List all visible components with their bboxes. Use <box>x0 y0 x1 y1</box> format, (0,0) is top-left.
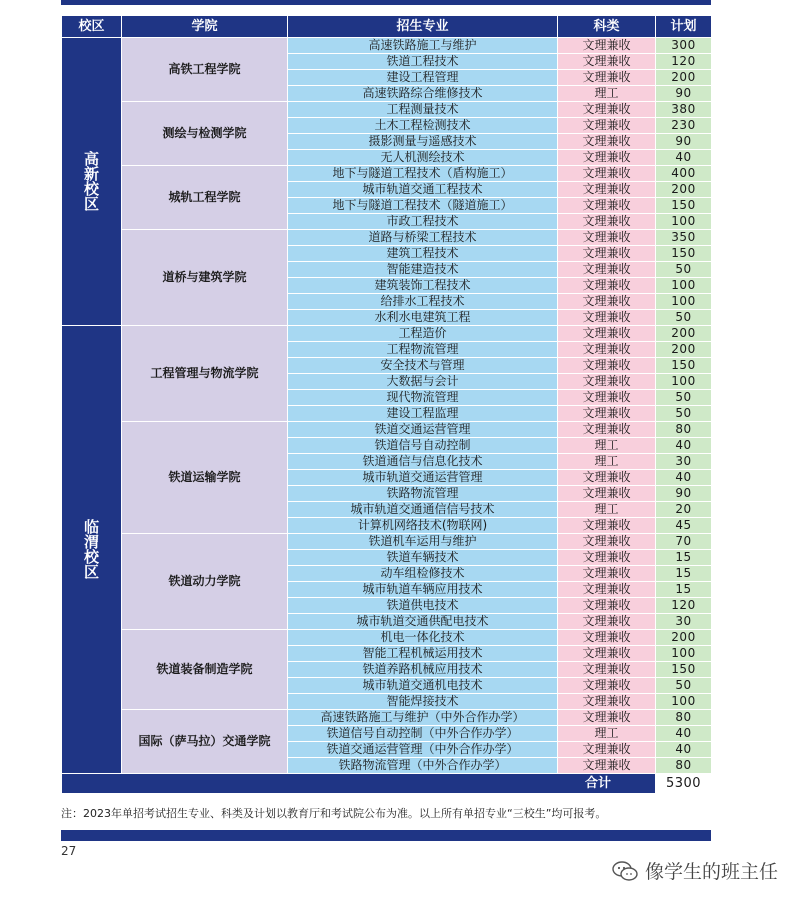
college-cell: 工程管理与物流学院 <box>122 326 288 422</box>
plan-cell: 70 <box>656 534 712 550</box>
plan-cell: 15 <box>656 550 712 566</box>
table-row <box>62 326 712 342</box>
header-category: 科类 <box>558 16 656 38</box>
major-cell: 智能工程机械运用技术 <box>288 646 558 662</box>
major-cell: 现代物流管理 <box>288 390 558 406</box>
plan-cell: 100 <box>656 374 712 390</box>
major-cell: 铁路物流管理 <box>288 486 558 502</box>
category-cell: 文理兼收 <box>558 406 656 422</box>
header-major: 招生专业 <box>288 16 558 38</box>
table-row <box>62 102 712 118</box>
category-cell: 理工 <box>558 726 656 742</box>
college-cell: 铁道运输学院 <box>122 422 288 534</box>
wechat-icon <box>611 860 639 882</box>
major-cell: 无人机测绘技术 <box>288 150 558 166</box>
category-cell: 文理兼收 <box>558 614 656 630</box>
plan-cell: 50 <box>656 678 712 694</box>
plan-cell: 15 <box>656 582 712 598</box>
plan-cell: 45 <box>656 518 712 534</box>
major-cell: 铁道通信与信息化技术 <box>288 454 558 470</box>
category-cell: 文理兼收 <box>558 598 656 614</box>
major-cell: 建筑工程技术 <box>288 246 558 262</box>
header-plan: 计划 <box>656 16 712 38</box>
major-cell: 城市轨道交通通信信号技术 <box>288 502 558 518</box>
watermark-text: 像学生的班主任 <box>644 861 778 883</box>
plan-cell: 100 <box>656 646 712 662</box>
category-cell: 文理兼收 <box>558 694 656 710</box>
plan-cell: 150 <box>656 662 712 678</box>
footnote: 注：2023年单招考试招生专业、科类及计划以教育厅和考试院公布为准。以上所有单招专业“三校生”均可报考。 <box>61 807 607 820</box>
major-cell: 铁路物流管理（中外合作办学） <box>288 758 558 774</box>
campus-cell <box>62 38 122 326</box>
plan-cell: 100 <box>656 278 712 294</box>
category-cell: 文理兼收 <box>558 758 656 774</box>
plan-cell: 40 <box>656 438 712 454</box>
plan-cell: 230 <box>656 118 712 134</box>
college-cell: 城轨工程学院 <box>122 166 288 230</box>
category-cell: 文理兼收 <box>558 294 656 310</box>
table-row <box>62 166 712 182</box>
category-cell: 文理兼收 <box>558 310 656 326</box>
major-cell: 铁道交通运营管理（中外合作办学） <box>288 742 558 758</box>
category-cell: 文理兼收 <box>558 662 656 678</box>
category-cell: 文理兼收 <box>558 342 656 358</box>
college-cell: 国际（萨马拉）交通学院 <box>122 710 288 774</box>
header-college: 学院 <box>122 16 288 38</box>
plan-cell: 90 <box>656 486 712 502</box>
major-cell: 智能建造技术 <box>288 262 558 278</box>
table-row <box>62 230 712 246</box>
campus-cell <box>62 326 122 774</box>
plan-cell: 200 <box>656 70 712 86</box>
plan-cell: 15 <box>656 566 712 582</box>
category-cell: 文理兼收 <box>558 70 656 86</box>
major-cell: 水利水电建筑工程 <box>288 310 558 326</box>
major-cell: 高速铁路施工与维护 <box>288 38 558 54</box>
major-cell: 安全技术与管理 <box>288 358 558 374</box>
watermark <box>611 857 778 884</box>
plan-cell: 30 <box>656 454 712 470</box>
major-cell: 建筑装饰工程技术 <box>288 278 558 294</box>
category-cell: 文理兼收 <box>558 118 656 134</box>
category-cell: 文理兼收 <box>558 518 656 534</box>
category-cell: 文理兼收 <box>558 566 656 582</box>
plan-cell: 100 <box>656 214 712 230</box>
major-cell: 铁道车辆技术 <box>288 550 558 566</box>
plan-cell: 150 <box>656 246 712 262</box>
major-cell: 摄影测量与遥感技术 <box>288 134 558 150</box>
table-row <box>62 630 712 646</box>
bottom-accent-bar <box>61 830 711 841</box>
major-cell: 建设工程管理 <box>288 70 558 86</box>
plan-cell: 40 <box>656 470 712 486</box>
plan-cell: 20 <box>656 502 712 518</box>
category-cell: 理工 <box>558 86 656 102</box>
major-cell: 土木工程检测技术 <box>288 118 558 134</box>
category-cell: 文理兼收 <box>558 230 656 246</box>
major-cell: 城市轨道交通工程技术 <box>288 182 558 198</box>
category-cell: 理工 <box>558 502 656 518</box>
major-cell: 铁道信号自动控制（中外合作办学） <box>288 726 558 742</box>
plan-cell: 80 <box>656 422 712 438</box>
plan-cell: 120 <box>656 598 712 614</box>
major-cell: 城市轨道车辆应用技术 <box>288 582 558 598</box>
plan-cell: 200 <box>656 182 712 198</box>
plan-cell: 80 <box>656 758 712 774</box>
major-cell: 城市轨道交通机电技术 <box>288 678 558 694</box>
plan-cell: 300 <box>656 38 712 54</box>
major-cell: 城市轨道交通供配电技术 <box>288 614 558 630</box>
major-cell: 工程测量技术 <box>288 102 558 118</box>
plan-cell: 80 <box>656 710 712 726</box>
category-cell: 文理兼收 <box>558 198 656 214</box>
page-number: 27 <box>61 844 77 858</box>
campus-name: 临渭校区 <box>83 517 99 581</box>
major-cell: 市政工程技术 <box>288 214 558 230</box>
category-cell: 文理兼收 <box>558 278 656 294</box>
plan-cell: 50 <box>656 310 712 326</box>
plan-cell: 40 <box>656 150 712 166</box>
category-cell: 文理兼收 <box>558 678 656 694</box>
major-cell: 给排水工程技术 <box>288 294 558 310</box>
category-cell: 文理兼收 <box>558 214 656 230</box>
college-cell: 测绘与检测学院 <box>122 102 288 166</box>
category-cell: 文理兼收 <box>558 166 656 182</box>
plan-cell: 200 <box>656 326 712 342</box>
category-cell: 理工 <box>558 454 656 470</box>
total-row <box>62 774 712 794</box>
category-cell: 文理兼收 <box>558 422 656 438</box>
category-cell: 文理兼收 <box>558 646 656 662</box>
plan-cell: 150 <box>656 358 712 374</box>
category-cell: 文理兼收 <box>558 262 656 278</box>
total-label: 合计 <box>62 774 656 794</box>
major-cell: 铁道交通运营管理 <box>288 422 558 438</box>
major-cell: 城市轨道交通运营管理 <box>288 470 558 486</box>
plan-cell: 90 <box>656 134 712 150</box>
category-cell: 文理兼收 <box>558 742 656 758</box>
category-cell: 文理兼收 <box>558 150 656 166</box>
table-body <box>62 38 712 774</box>
plan-cell: 50 <box>656 406 712 422</box>
major-cell: 动车组检修技术 <box>288 566 558 582</box>
category-cell: 文理兼收 <box>558 374 656 390</box>
college-cell: 铁道动力学院 <box>122 534 288 630</box>
major-cell: 铁道养路机械应用技术 <box>288 662 558 678</box>
college-cell: 铁道装备制造学院 <box>122 630 288 710</box>
major-cell: 地下与隧道工程技术（隧道施工） <box>288 198 558 214</box>
plan-cell: 100 <box>656 694 712 710</box>
plan-cell: 50 <box>656 262 712 278</box>
table-row <box>62 534 712 550</box>
plan-cell: 30 <box>656 614 712 630</box>
major-cell: 机电一体化技术 <box>288 630 558 646</box>
header-campus: 校区 <box>62 16 122 38</box>
category-cell: 文理兼收 <box>558 54 656 70</box>
plan-cell: 50 <box>656 390 712 406</box>
major-cell: 工程物流管理 <box>288 342 558 358</box>
total-value: 5300 <box>656 774 712 794</box>
plan-cell: 120 <box>656 54 712 70</box>
category-cell: 文理兼收 <box>558 182 656 198</box>
plan-cell: 40 <box>656 726 712 742</box>
major-cell: 大数据与会计 <box>288 374 558 390</box>
table-header-row <box>62 16 712 38</box>
major-cell: 工程造价 <box>288 326 558 342</box>
category-cell: 文理兼收 <box>558 134 656 150</box>
major-cell: 铁道工程技术 <box>288 54 558 70</box>
major-cell: 铁道信号自动控制 <box>288 438 558 454</box>
plan-cell: 200 <box>656 342 712 358</box>
plan-cell: 350 <box>656 230 712 246</box>
plan-cell: 100 <box>656 294 712 310</box>
table-row <box>62 710 712 726</box>
category-cell: 文理兼收 <box>558 486 656 502</box>
category-cell: 文理兼收 <box>558 390 656 406</box>
category-cell: 文理兼收 <box>558 102 656 118</box>
campus-name: 高新校区 <box>83 149 99 213</box>
top-accent-bar <box>61 0 711 5</box>
major-cell: 铁道机车运用与维护 <box>288 534 558 550</box>
plan-cell: 200 <box>656 630 712 646</box>
major-cell: 智能焊接技术 <box>288 694 558 710</box>
category-cell: 文理兼收 <box>558 470 656 486</box>
college-cell: 高铁工程学院 <box>122 38 288 102</box>
table-row <box>62 38 712 54</box>
category-cell: 文理兼收 <box>558 358 656 374</box>
plan-cell: 150 <box>656 198 712 214</box>
major-cell: 铁道供电技术 <box>288 598 558 614</box>
category-cell: 文理兼收 <box>558 38 656 54</box>
plan-cell: 380 <box>656 102 712 118</box>
major-cell: 建设工程监理 <box>288 406 558 422</box>
category-cell: 文理兼收 <box>558 710 656 726</box>
category-cell: 文理兼收 <box>558 326 656 342</box>
table-row <box>62 422 712 438</box>
category-cell: 文理兼收 <box>558 582 656 598</box>
admission-plan-table <box>61 15 712 794</box>
plan-cell: 400 <box>656 166 712 182</box>
category-cell: 文理兼收 <box>558 534 656 550</box>
category-cell: 文理兼收 <box>558 550 656 566</box>
category-cell: 文理兼收 <box>558 630 656 646</box>
major-cell: 高速铁路施工与维护（中外合作办学） <box>288 710 558 726</box>
category-cell: 文理兼收 <box>558 246 656 262</box>
category-cell: 理工 <box>558 438 656 454</box>
plan-cell: 90 <box>656 86 712 102</box>
major-cell: 高速铁路综合维修技术 <box>288 86 558 102</box>
plan-cell: 40 <box>656 742 712 758</box>
major-cell: 道路与桥梁工程技术 <box>288 230 558 246</box>
major-cell: 地下与隧道工程技术（盾构施工） <box>288 166 558 182</box>
major-cell: 计算机网络技术(物联网) <box>288 518 558 534</box>
college-cell: 道桥与建筑学院 <box>122 230 288 326</box>
